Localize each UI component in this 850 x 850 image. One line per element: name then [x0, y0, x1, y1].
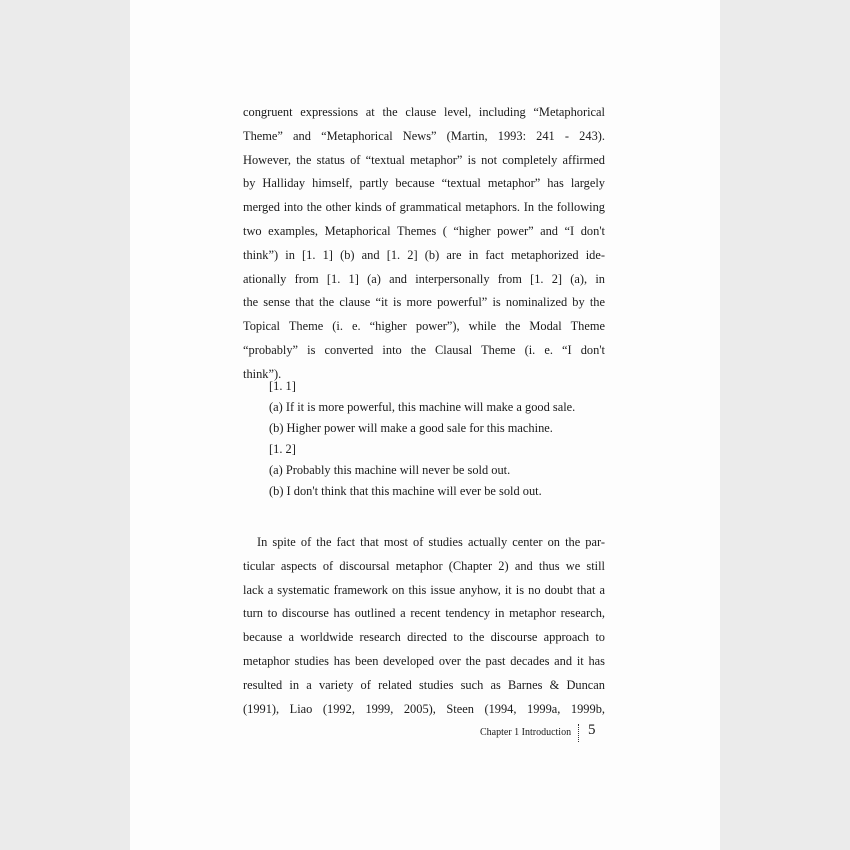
text-line: the sense that the clause “it is more powerful” is nominalized by the — [243, 295, 605, 310]
example-sentence: (a) Probably this machine will never be sold out. — [269, 463, 511, 478]
example-sentence: (b) Higher power will make a good sale for this machine. — [269, 421, 553, 436]
text-line: Theme” and “Metaphorical News” (Martin, 1993: 241 - 243). — [243, 128, 605, 143]
text-line: two examples, Metaphorical Themes ( “higher power” and “I don't — [243, 223, 605, 238]
page-number: 5 — [588, 722, 596, 738]
text-line: (1991), Liao (1992, 1999, 2005), Steen (1994, 1999a, 1999b, — [243, 701, 605, 716]
text-line: lack a systematic framework on this issue anyhow, it is no doubt that a — [243, 582, 605, 597]
running-head: Chapter 1 Introduction — [480, 727, 572, 738]
example-list — [269, 376, 605, 503]
text-line: resulted in a variety of related studies such as Barnes & Duncan — [243, 677, 605, 692]
example-label: [1. 2] — [269, 442, 296, 457]
example-label: [1. 1] — [269, 379, 296, 393]
text-line: “probably” is converted into the Clausal Theme (i. e. “I don't — [243, 342, 605, 357]
page-footer — [480, 724, 605, 744]
text-line: merged into the other kinds of grammatical metaphors. In the following — [243, 200, 605, 215]
text-line: think”) in [1. 1] (b) and [1. 2] (b) are in fact metaphorized ide- — [243, 247, 605, 262]
example-sentence: (b) I don't think that this machine will ever be sold out. — [269, 484, 542, 499]
text-line: turn to discourse has outlined a recent tendency in metaphor research, — [243, 606, 605, 621]
text-line: think”). — [243, 366, 282, 381]
footer-separator — [578, 724, 579, 742]
paragraph-1 — [243, 101, 605, 387]
example-sentence: (a) If it is more powerful, this machine will make a good sale. — [269, 400, 576, 415]
text-line: However, the status of “textual metaphor” is not completely affirmed — [243, 152, 605, 167]
text-line: because a worldwide research directed to the discourse approach to — [243, 630, 605, 645]
text-line: ationally from [1. 1] (a) and interpersonally from [1. 2] (a), in — [243, 271, 605, 286]
text-line: In spite of the fact that most of studies actually center on the par- — [257, 535, 605, 549]
text-line: Topical Theme (i. e. “higher power”), while the Modal Theme — [243, 319, 605, 334]
text-line: congruent expressions at the clause level, including “Metaphorical — [243, 105, 605, 119]
text-line: by Halliday himself, partly because “textual metaphor” has largely — [243, 176, 605, 191]
text-line: ticular aspects of discoursal metaphor (Chapter 2) and thus we still — [243, 558, 605, 573]
paragraph-2 — [243, 531, 605, 721]
text-line: metaphor studies has been developed over the past decades and it has — [243, 653, 605, 668]
